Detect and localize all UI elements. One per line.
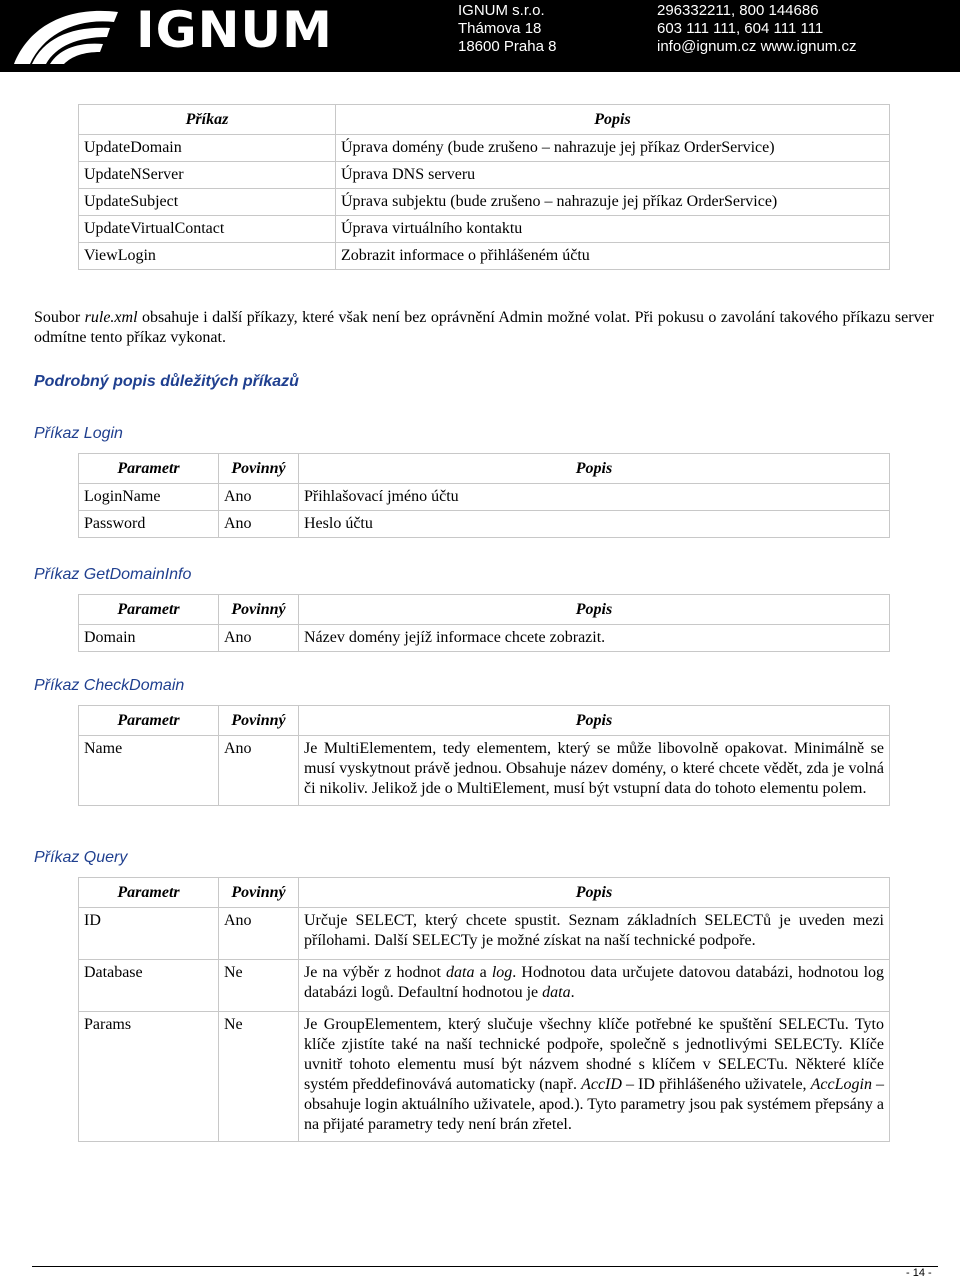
param-description: Heslo účtu	[299, 511, 890, 538]
value-italic: log	[491, 964, 513, 981]
email-web: info@ignum.cz www.ignum.cz	[657, 38, 857, 55]
filename-italic: rule.xml	[84, 309, 138, 326]
company-city: 18600 Praha 8	[458, 38, 557, 55]
mobile-numbers: 603 111 111, 604 111 111	[657, 20, 824, 37]
command-name: UpdateDomain	[79, 135, 336, 162]
login-heading: Příkaz Login	[34, 425, 123, 442]
section-heading: Podrobný popis důležitých příkazů	[34, 373, 299, 390]
value-italic: data	[446, 964, 475, 981]
command-name: ViewLogin	[79, 243, 336, 270]
command-description: Úprava DNS serveru	[336, 162, 890, 189]
logo-wordmark: IGNUM	[136, 1, 333, 59]
command-description: Úprava virtuálního kontaktu	[336, 216, 890, 243]
col-header-parameter: Parametr	[79, 878, 219, 908]
param-description	[299, 1012, 890, 1142]
param-required: Ano	[219, 484, 299, 511]
col-header-description: Popis	[299, 454, 890, 484]
key-italic: AccID	[581, 1076, 622, 1093]
col-header-required: Povinný	[219, 878, 299, 908]
col-header-parameter: Parametr	[79, 595, 219, 625]
col-header-parameter: Parametr	[79, 706, 219, 736]
getdomaininfo-heading: Příkaz GetDomainInfo	[34, 566, 192, 583]
value-italic: data	[542, 984, 571, 1001]
query-table	[78, 877, 890, 1142]
param-name: Domain	[79, 625, 219, 652]
table-row	[79, 216, 890, 243]
param-description: Určuje SELECT, který chcete spustit. Seznam základních SELECTů je uveden mezi přílohami. Další SELECTy je možné získat na naší technické podpoře.	[299, 908, 890, 960]
command-description: Úprava domény (bude zrušeno – nahrazuje jej příkaz OrderService)	[336, 135, 890, 162]
commands-table	[78, 104, 890, 270]
param-required: Ano	[219, 511, 299, 538]
text-span: Soubor	[34, 309, 85, 326]
text-span: obsahuje i další příkazy, které však není bez oprávnění Admin možné volat. Při pokusu o zavolání takového příkazu server odmítne tento příkaz vykonat.	[34, 309, 935, 346]
table-row	[79, 625, 890, 652]
command-name: UpdateSubject	[79, 189, 336, 216]
col-header-required: Povinný	[219, 454, 299, 484]
param-required: Ano	[219, 736, 299, 806]
company-contacts	[657, 2, 856, 56]
text-span: . Hodnotou data určujete datovou databázi, hodnotou log databázi logů. Defaultní hodnotou je	[304, 964, 885, 1001]
command-description: Zobrazit informace o přihlášeném účtu	[336, 243, 890, 270]
page-number: - 14 -	[906, 1267, 932, 1279]
param-name: ID	[79, 908, 219, 960]
table-row	[79, 189, 890, 216]
text-span: Je GroupElementem, který slučuje všechny klíče potřebné ke spuštění SELECTu. Tyto klíče zjistíte také na naší technické podpoře, společně s jednotlivými SELECTy. Klíče uvnitř tohoto elementu musí být názvem shodné s klíčem v SELECTu. Některé klíče systém předdefinovává automaticky (např.	[304, 1016, 884, 1093]
command-name: UpdateNServer	[79, 162, 336, 189]
table-row	[79, 243, 890, 270]
param-required: Ano	[219, 908, 299, 960]
param-description: Je MultiElementem, tedy elementem, který se může libovolně opakovat. Minimálně se musí vyskytnout právě jednou. Obsahuje název domény, o které chcete vědět, zda je volná či nikoliv. Jelikož jde o MultiElement, musí být vstupní data do tohoto elementu polem.	[299, 736, 890, 806]
param-description: Přihlašovací jméno účtu	[299, 484, 890, 511]
col-header-required: Povinný	[219, 706, 299, 736]
text-span: a	[474, 964, 492, 981]
command-name: UpdateVirtualContact	[79, 216, 336, 243]
table-row	[79, 135, 890, 162]
param-description: Název domény jejíž informace chcete zobrazit.	[299, 625, 890, 652]
param-description	[299, 960, 890, 1012]
rule-paragraph	[34, 308, 934, 348]
key-italic: AccLogin	[810, 1076, 872, 1093]
param-required: Ano	[219, 625, 299, 652]
param-name: Database	[79, 960, 219, 1012]
getdomaininfo-table	[78, 594, 890, 652]
param-name: Name	[79, 736, 219, 806]
table-row	[79, 511, 890, 538]
col-header-parameter: Parametr	[79, 454, 219, 484]
col-header-command: Příkaz	[79, 105, 336, 135]
text-span: – obsahuje login aktuálního uživatele, apod.). Tyto parametry jsou pak systémem přepsány a na přijaté parametry tedy není brán zřetel.	[304, 1076, 885, 1133]
text-span: Je na výběr z hodnot	[304, 964, 447, 981]
command-description: Úprava subjektu (bude zrušeno – nahrazuje jej příkaz OrderService)	[336, 189, 890, 216]
company-name: IGNUM s.r.o.	[458, 2, 545, 19]
query-heading: Příkaz Query	[34, 849, 128, 866]
param-required: Ne	[219, 960, 299, 1012]
col-header-description: Popis	[299, 706, 890, 736]
param-required: Ne	[219, 1012, 299, 1142]
ignum-logo-icon	[10, 4, 122, 68]
col-header-description: Popis	[336, 105, 890, 135]
text-span: .	[570, 984, 575, 1001]
phone-numbers: 296332211, 800 144686	[657, 2, 819, 19]
table-row	[79, 484, 890, 511]
table-row	[79, 960, 890, 1012]
table-row	[79, 1012, 890, 1142]
param-name: Params	[79, 1012, 219, 1142]
table-row	[79, 162, 890, 189]
checkdomain-table	[78, 705, 890, 806]
company-street: Thámova 18	[458, 20, 542, 37]
col-header-required: Povinný	[219, 595, 299, 625]
company-address	[458, 2, 556, 56]
col-header-description: Popis	[299, 595, 890, 625]
col-header-description: Popis	[299, 878, 890, 908]
table-row	[79, 908, 890, 960]
table-row	[79, 736, 890, 806]
login-table	[78, 453, 890, 538]
page-header	[0, 0, 960, 72]
param-name: Password	[79, 511, 219, 538]
param-name: LoginName	[79, 484, 219, 511]
footer-divider	[32, 1266, 938, 1267]
checkdomain-heading: Příkaz CheckDomain	[34, 677, 185, 694]
text-span: – ID přihlášeného uživatele,	[621, 1076, 811, 1093]
